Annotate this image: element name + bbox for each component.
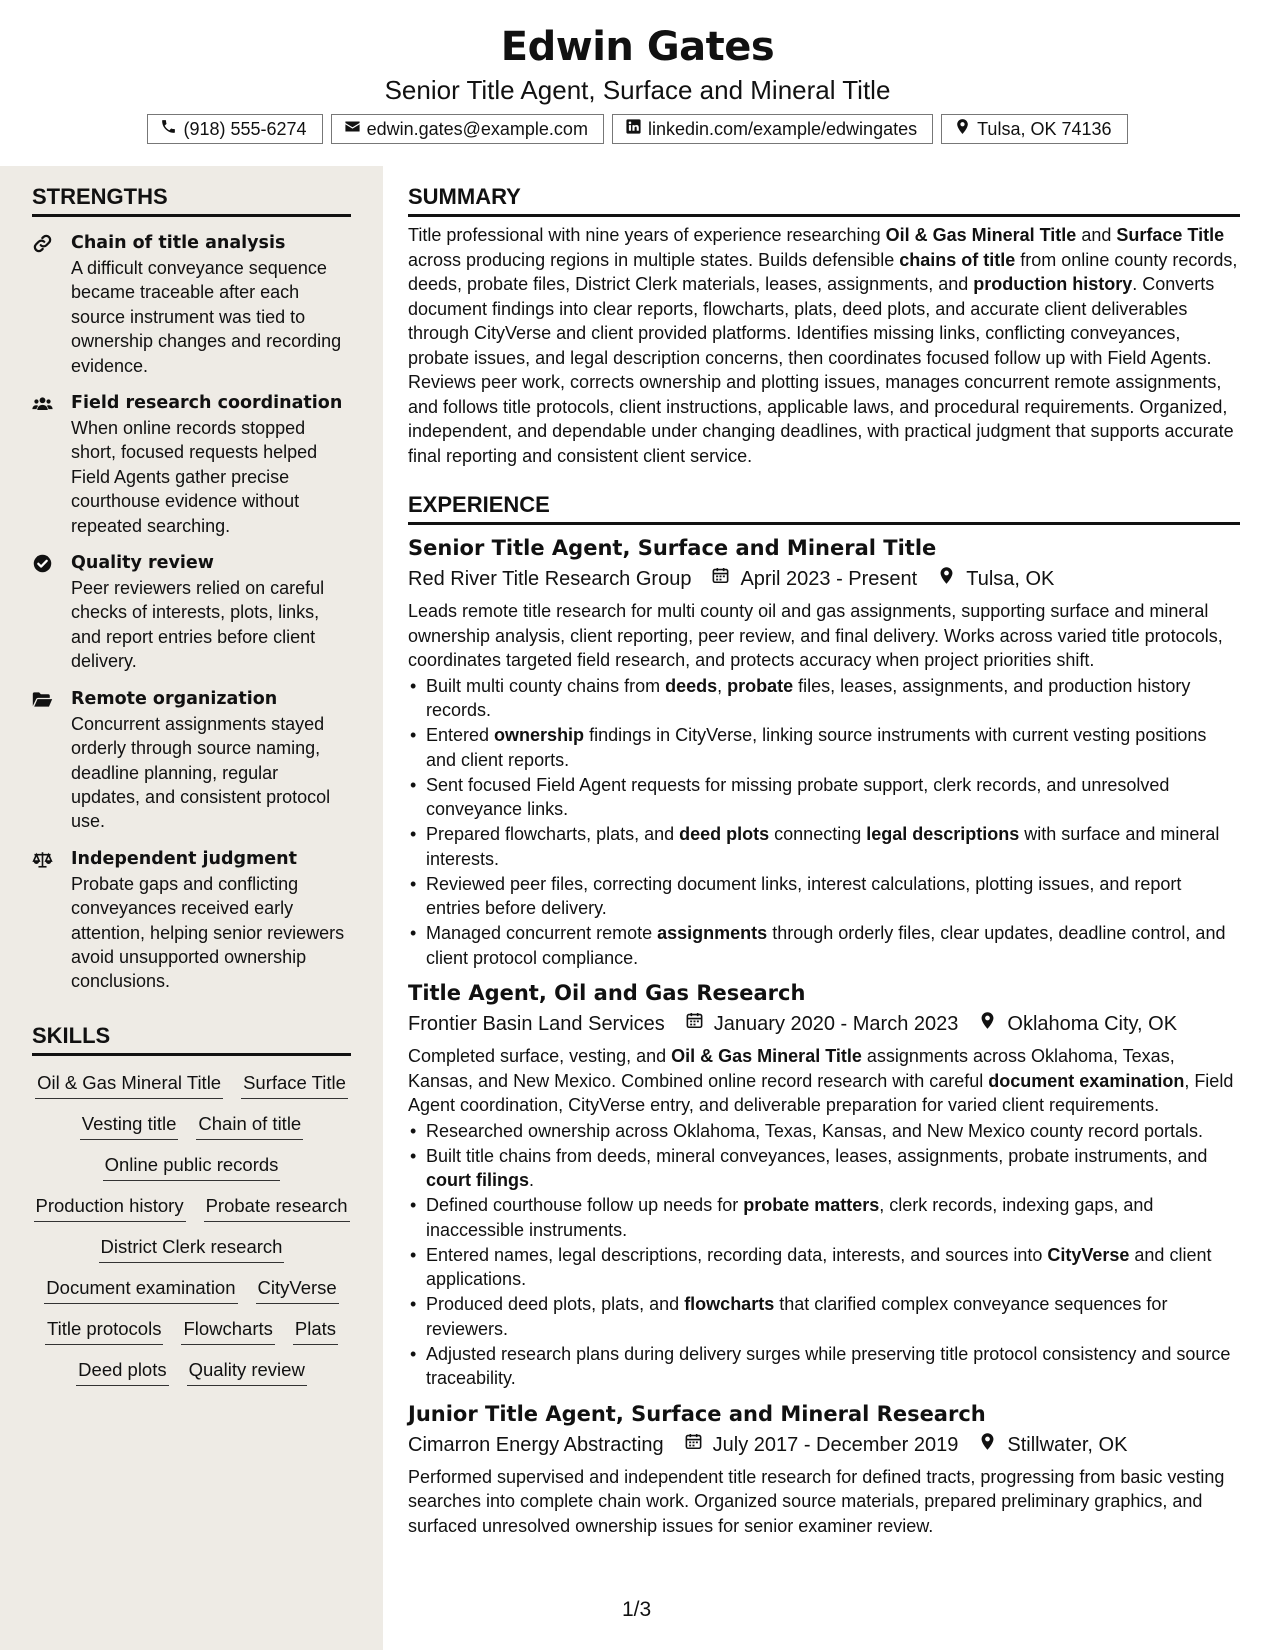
bold-text: probate matters	[743, 1195, 880, 1215]
summary-heading: SUMMARY	[408, 166, 1240, 217]
bullet-dot: •	[410, 1343, 417, 1364]
bullet-text: Managed concurrent remote assignments through orderly files, clear updates, deadline control, and client protocol compliance.	[426, 923, 1226, 968]
skill-tag: Probate research	[204, 1193, 350, 1222]
folder-open-icon	[32, 687, 71, 834]
list-item	[408, 1193, 1240, 1242]
bold-text: document examination	[988, 1070, 1185, 1091]
strength-desc: Probate gaps and conflicting conveyances received early attention, helping senior reviewers avoid unsupported ownership conclusions.	[71, 873, 345, 992]
bullet-dot: •	[410, 725, 417, 745]
bold-text: legal descriptions	[866, 824, 1020, 844]
bold-text: probate	[727, 675, 794, 696]
bold-text: chains of title	[899, 249, 1016, 270]
job-dates: January 2020 - March 2023	[713, 1013, 959, 1035]
sidebar	[0, 166, 383, 1650]
job-location: Oklahoma City, OK	[1007, 1013, 1178, 1035]
bullet-dot: •	[410, 824, 417, 844]
contact-location[interactable]	[941, 114, 1127, 144]
users-icon	[32, 391, 71, 538]
skill-tag: Document examination	[44, 1275, 237, 1304]
summary-text: Title professional with nine years of experience researching Oil & Gas Mineral Title and Surface Title across producing regions in multiple states. Builds defensible chains of title from online county records, deeds, probate files, District Clerk materials, leases, assignments, and production history. Converts document findings into clear reports, flowcharts, plats, deed plots, and accurate client deliverables through CityVerse and client provided platforms. Identifies missing links, conflicting conveyances, probate issues, and legal description concerns, then coordinates focused follow up with Field Agents. Reviews peer work, corrects ownership and plotting issues, manages concurrent remote assignments, and follows title protocols, client instructions, applicable laws, and procedural requirements. Organized, independent, and dependable under changing deadlines, with practical judgment that supports accurate final reporting and consistent client service.	[408, 225, 1238, 466]
bold-text: flowcharts	[684, 1294, 775, 1314]
map-pin-icon	[978, 1430, 1007, 1460]
job-meta	[408, 1430, 1240, 1460]
experience-heading: EXPERIENCE	[408, 474, 1240, 525]
job-entry	[408, 1399, 1240, 1539]
bold-text: court filings	[426, 1170, 529, 1190]
job-entry	[408, 978, 1240, 1391]
job-description: Performed supervised and independent title research for defined tracts, progressing from basic vesting searches into complete chain work. Organized source materials, prepared preliminary graphics, and surfaced unresolved ownership issues for senior examiner review.	[408, 1466, 1225, 1536]
list-item	[408, 1292, 1240, 1341]
list-item	[408, 1243, 1240, 1292]
strength-item	[32, 687, 351, 834]
bullet-text: Built title chains from deeds, mineral conveyances, leases, assignments, probate instruments, and court filings.	[426, 1145, 1208, 1190]
bold-text: ownership	[494, 725, 585, 745]
strength-item	[32, 231, 351, 378]
skill-tag: Plats	[293, 1316, 338, 1345]
bullet-text: Sent focused Field Agent requests for missing probate support, clerk records, and unresolved conveyance links.	[426, 774, 1170, 819]
skill-tag: Quality review	[187, 1357, 307, 1386]
page-number: 1/3	[622, 1598, 652, 1621]
bullet-text: Reviewed peer files, correcting document links, interest calculations, plotting issues, and report entries before delivery.	[426, 873, 1182, 918]
contact-email-text: edwin.gates@example.com	[366, 119, 588, 139]
contact-linkedin[interactable]	[612, 114, 933, 144]
bold-text: CityVerse	[1047, 1244, 1130, 1265]
map-pin-icon	[937, 564, 966, 594]
company-name: Cimarron Energy Abstracting	[408, 1433, 664, 1456]
skills-heading: SKILLS	[32, 1005, 351, 1056]
skill-tag: Title protocols	[45, 1316, 163, 1345]
list-item	[408, 921, 1240, 970]
strength-item	[32, 847, 351, 994]
link-icon	[32, 231, 71, 378]
list-item	[408, 822, 1240, 871]
contact-bar	[0, 114, 1275, 144]
bullet-text: Entered names, legal descriptions, recording data, interests, and sources into CityVerse and client applications.	[426, 1244, 1212, 1289]
strength-desc: When online records stopped short, focused requests helped Field Agents gather precise courthouse evidence without repeated searching.	[71, 418, 318, 536]
contact-phone[interactable]	[147, 114, 322, 144]
bullet-dot: •	[410, 774, 417, 795]
list-item	[408, 674, 1240, 723]
skill-tag: Oil & Gas Mineral Title	[35, 1070, 223, 1099]
candidate-role: Senior Title Agent, Surface and Mineral Title	[384, 75, 891, 105]
linkedin-icon	[625, 115, 642, 143]
skill-tag: Deed plots	[76, 1357, 168, 1386]
bullet-text: Entered ownership findings in CityVerse, linking source instruments with current vesting positions and client reports.	[426, 725, 1207, 770]
list-item	[408, 1342, 1240, 1391]
bullet-dot: •	[410, 675, 417, 696]
company-name: Frontier Basin Land Services	[408, 1013, 665, 1035]
strength-title: Quality review	[71, 553, 214, 574]
scale-icon	[32, 847, 71, 994]
skill-tag: Online public records	[103, 1152, 281, 1181]
bullet-text: Prepared flowcharts, plats, and deed plots connecting legal descriptions with surface and mineral interests.	[426, 824, 1220, 869]
check-circle-icon	[32, 551, 71, 674]
list-item	[408, 1119, 1240, 1144]
job-description: Completed surface, vesting, and Oil & Gas Mineral Title assignments across Oklahoma, Texas, Kansas, and New Mexico. Combined online record research with careful document examination, Field Agent coordination, CityVerse entry, and deliverable preparation for varied client requirements.	[408, 1046, 1234, 1115]
list-item	[408, 872, 1240, 921]
strength-item	[32, 551, 351, 674]
job-title: Junior Title Agent, Surface and Mineral Research	[408, 1401, 986, 1426]
map-pin-icon	[978, 1009, 1007, 1039]
company-name: Red River Title Research Group	[408, 568, 692, 590]
job-dates: July 2017 - December 2019	[712, 1433, 959, 1456]
job-location: Tulsa, OK	[966, 568, 1055, 590]
map-pin-icon	[954, 115, 971, 143]
job-description: Leads remote title research for multi county oil and gas assignments, supporting surface and mineral ownership analysis, client reporting, peer review, and final delivery. Works across varied title protocols, coordinates targeted field research, and protects accuracy when project priorities shift.	[408, 601, 1223, 670]
strength-desc: Concurrent assignments stayed orderly through source naming, deadline planning, regular updates, and consistent protocol use.	[71, 713, 331, 832]
contact-email[interactable]	[331, 114, 604, 144]
bold-text: Oil & Gas Mineral Title	[671, 1046, 862, 1066]
bullet-dot: •	[410, 1145, 417, 1166]
list-item	[408, 723, 1240, 772]
bullet-text: Produced deed plots, plats, and flowcharts that clarified complex conveyance sequences for reviewers.	[426, 1294, 1168, 1339]
skill-tag: CityVerse	[256, 1275, 339, 1304]
skill-tag: Surface Title	[241, 1070, 348, 1099]
bullet-text: Defined courthouse follow up needs for probate matters, clerk records, indexing gaps, and inaccessible instruments.	[426, 1195, 1154, 1240]
calendar-icon	[685, 1009, 714, 1039]
job-title: Title Agent, Oil and Gas Research	[408, 981, 806, 1005]
bullet-dot: •	[410, 1244, 417, 1265]
skill-tag: Production history	[34, 1193, 186, 1222]
strength-desc: Peer reviewers relied on careful checks of interests, plots, links, and report entries before client delivery.	[71, 578, 325, 672]
bold-text: Oil & Gas Mineral Title	[885, 225, 1077, 245]
list-item	[408, 773, 1240, 822]
phone-icon	[160, 115, 177, 143]
bullet-dot: •	[410, 873, 417, 894]
strength-item	[32, 391, 351, 538]
job-bullets	[408, 1119, 1240, 1391]
calendar-icon	[684, 1430, 713, 1460]
bold-text: assignments	[657, 923, 768, 943]
candidate-name: Edwin Gates	[500, 24, 775, 70]
bullet-text: Built multi county chains from deeds, probate files, leases, assignments, and production history records.	[426, 675, 1191, 720]
strength-title: Field research coordination	[71, 393, 343, 414]
bold-text: deed plots	[679, 824, 770, 844]
job-meta	[408, 564, 1240, 594]
bold-text: deeds	[665, 675, 718, 696]
strength-title: Remote organization	[71, 688, 278, 709]
job-bullets	[408, 674, 1240, 971]
bullet-text: Researched ownership across Oklahoma, Texas, Kansas, and New Mexico county record portals.	[426, 1120, 1204, 1141]
strength-title: Chain of title analysis	[71, 233, 286, 253]
job-location: Stillwater, OK	[1007, 1433, 1128, 1456]
strength-desc: A difficult conveyance sequence became traceable after each source instrument was tied to ownership changes and recording evidence.	[71, 258, 342, 376]
skill-tag: Flowcharts	[181, 1316, 274, 1345]
contact-phone-text: (918) 555-6274	[183, 119, 307, 139]
contact-location-text: Tulsa, OK 74136	[977, 119, 1112, 139]
strengths-list	[32, 231, 351, 994]
bold-text: production history	[973, 274, 1133, 294]
bullet-dot: •	[410, 1195, 417, 1215]
experience-list	[408, 533, 1240, 1538]
calendar-icon	[711, 564, 740, 594]
strength-title: Independent judgment	[71, 848, 297, 869]
skills-list	[32, 1070, 351, 1386]
strengths-heading: STRENGTHS	[32, 166, 351, 217]
bullet-dot: •	[410, 1120, 417, 1141]
list-item	[408, 1144, 1240, 1193]
skill-tag: Chain of title	[196, 1111, 303, 1140]
skill-tag: District Clerk research	[99, 1234, 285, 1263]
bullet-dot: •	[410, 1294, 417, 1314]
bold-text: Surface Title	[1116, 225, 1225, 245]
bullet-text: Adjusted research plans during delivery surges while preserving title protocol consistency and source traceability.	[426, 1343, 1231, 1388]
envelope-icon	[344, 115, 361, 143]
job-title: Senior Title Agent, Surface and Mineral Title	[408, 536, 937, 560]
contact-linkedin-text: linkedin.com/example/edwingates	[647, 119, 918, 139]
main-content	[408, 166, 1240, 1538]
skill-tag: Vesting title	[80, 1111, 179, 1140]
bullet-dot: •	[410, 923, 417, 943]
job-meta	[408, 1009, 1240, 1039]
job-entry	[408, 533, 1240, 970]
job-dates: April 2023 - Present	[740, 568, 918, 590]
